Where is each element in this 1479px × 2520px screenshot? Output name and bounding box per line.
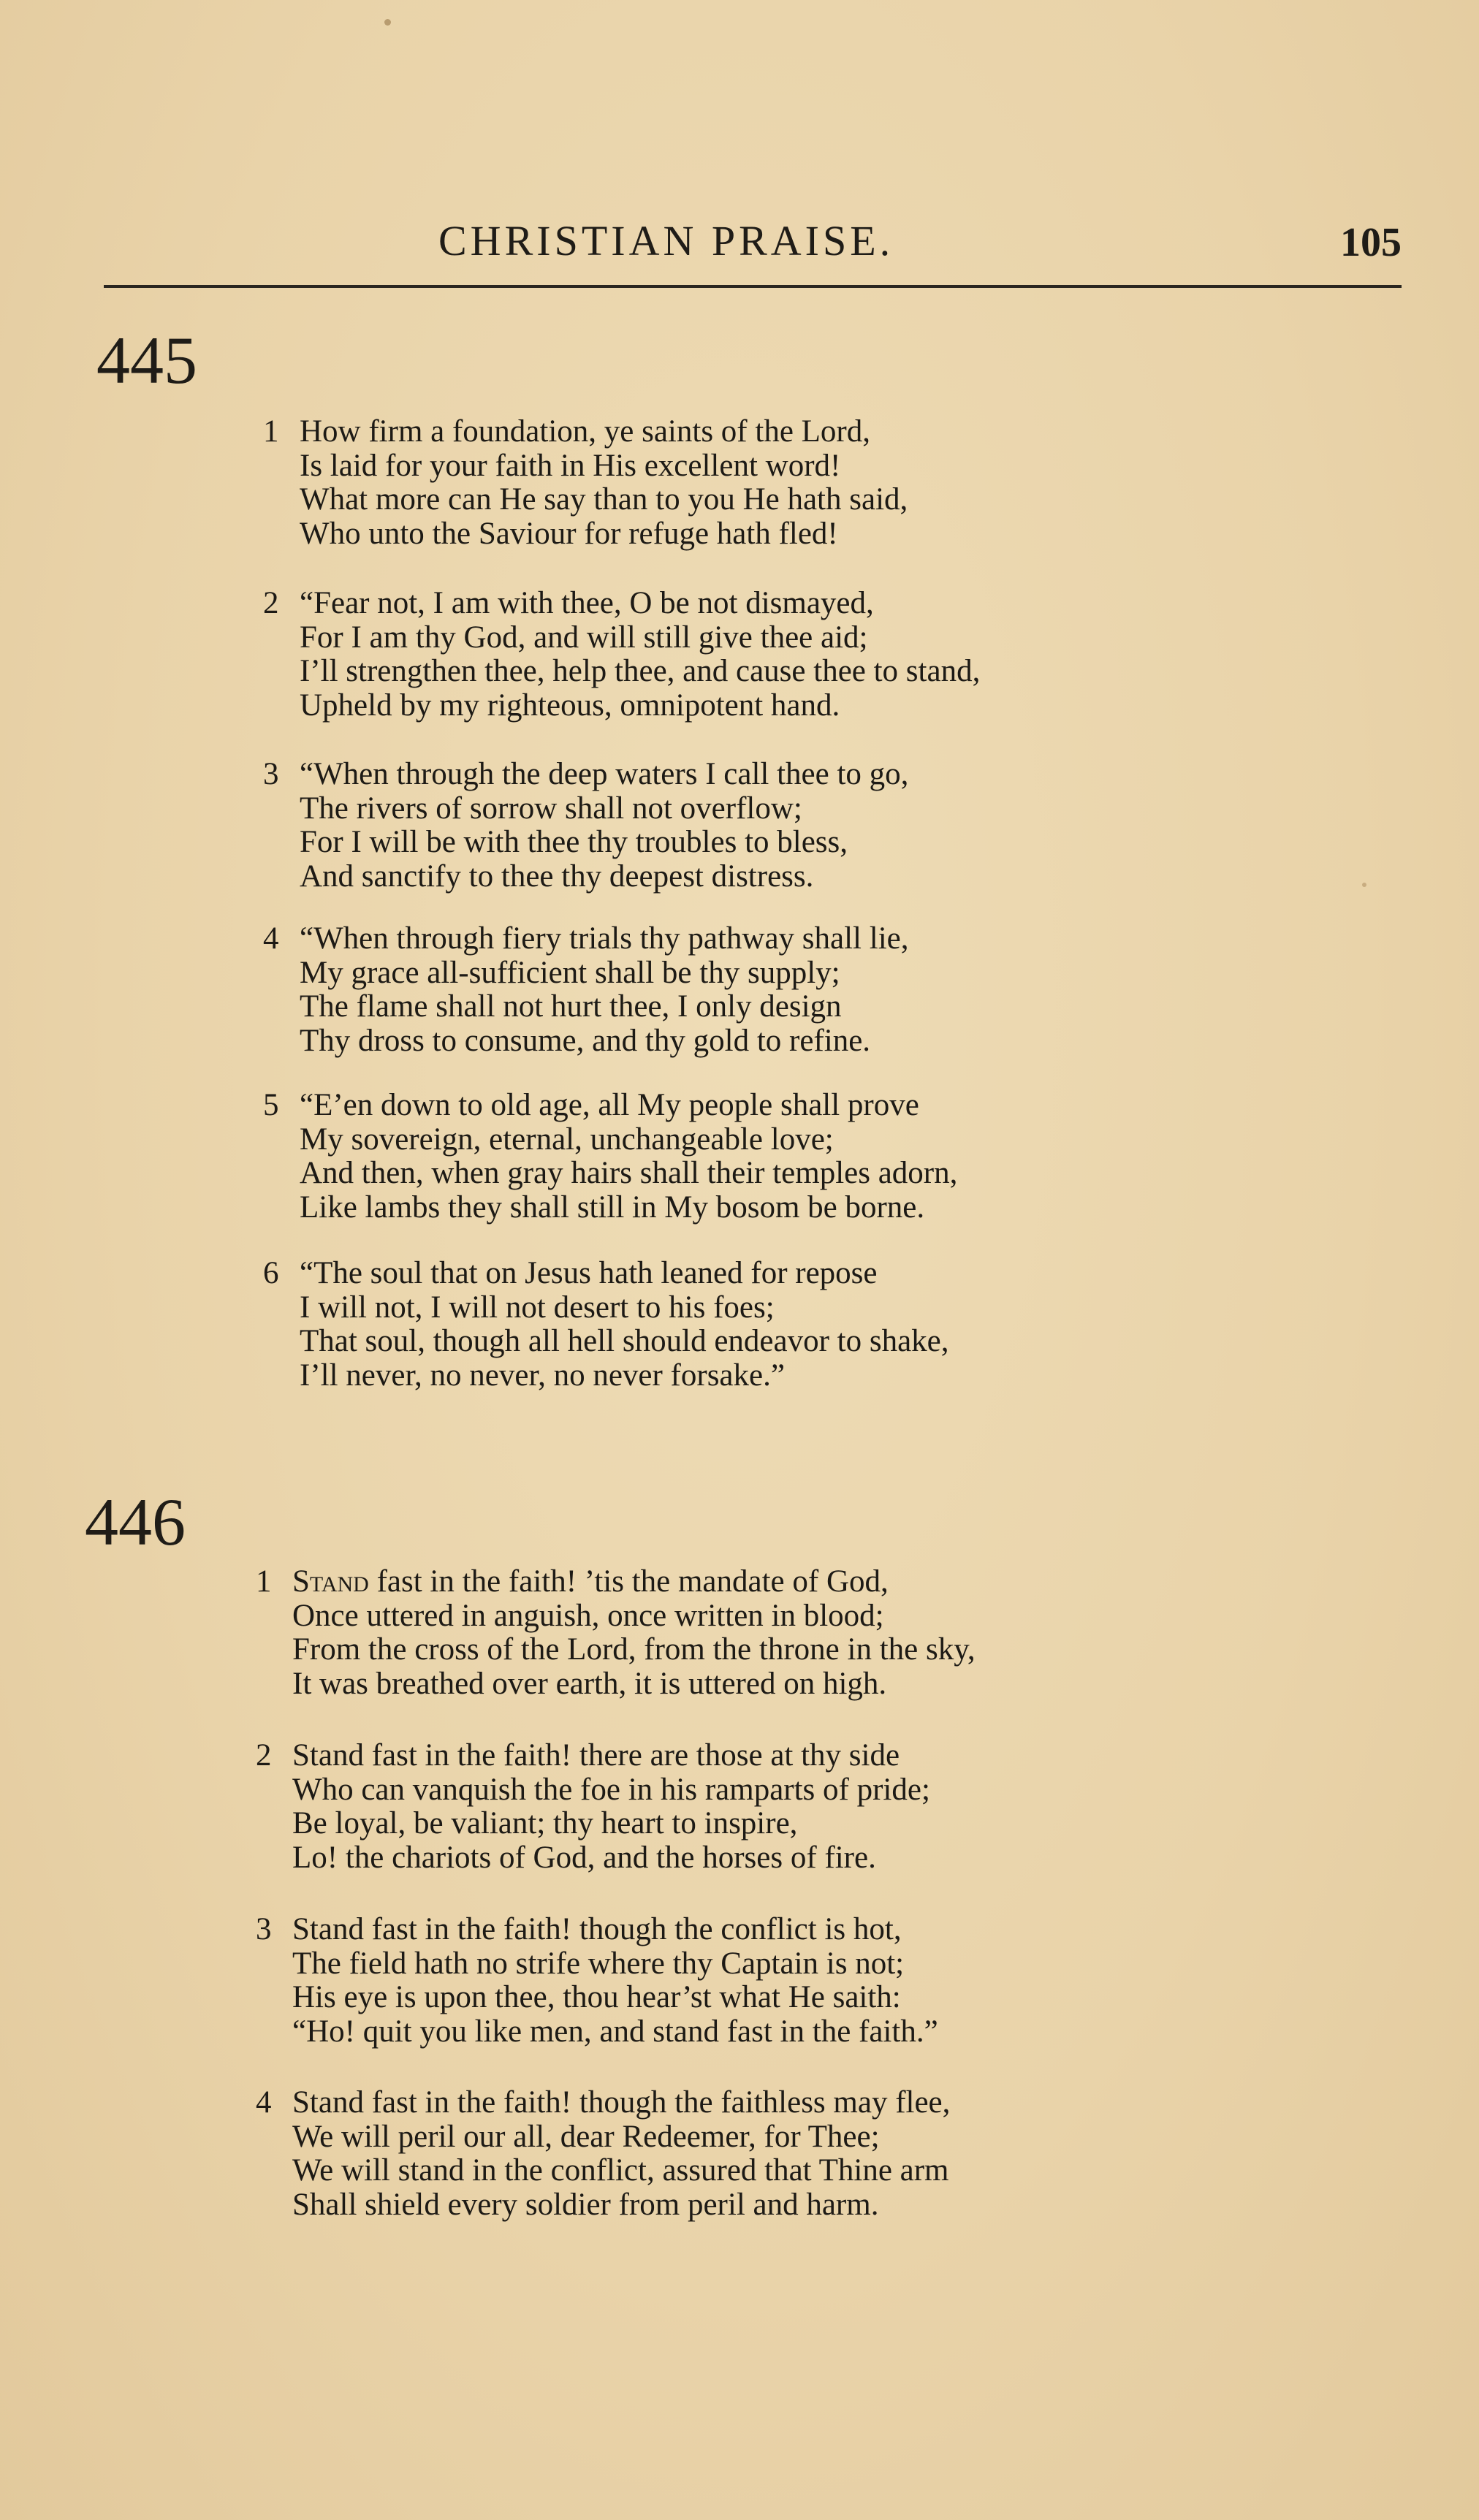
stanza-line — [256, 1565, 976, 1599]
stanza-number: 6 — [263, 1256, 279, 1290]
hymn-445-stanza-2 — [263, 587, 980, 723]
stanza-line: That soul, though all hell should endeavor to shake, — [300, 1324, 949, 1358]
stanza-line-text: Stand fast in the faith! there are those at thy side — [292, 1738, 900, 1773]
stanza-line: Like lambs they shall still in My bosom be borne. — [300, 1189, 925, 1225]
stanza-number: 1 — [263, 414, 279, 449]
hymn-446-stanza-1 — [256, 1565, 976, 1701]
hymn-446-stanza-2 — [256, 1739, 930, 1875]
hymn-445-stanza-3 — [263, 758, 908, 894]
page-number: 105 — [1340, 220, 1402, 265]
stanza-line: What more can He say than to you He hath said, — [300, 482, 908, 517]
stanza-line: Be loyal, be valiant; thy heart to inspire, — [292, 1806, 798, 1840]
paper-speck — [1362, 883, 1366, 887]
stanza-number: 4 — [263, 921, 279, 956]
paper-speck — [384, 19, 391, 26]
stanza-number: 2 — [256, 1738, 272, 1773]
header-rule — [104, 285, 1402, 288]
stanza-line-text: “When through fiery trials thy pathway shall lie, — [300, 921, 909, 956]
stanza-line-text: “E’en down to old age, all My people shall prove — [300, 1088, 919, 1122]
stanza-line: Thy dross to consume, and thy gold to refine. — [300, 1023, 871, 1058]
stanza-number: 1 — [256, 1564, 272, 1599]
stanza-number: 5 — [263, 1088, 279, 1122]
stanza-line-text: “The soul that on Jesus hath leaned for repose — [300, 1256, 878, 1290]
stanza-line: Lo! the chariots of God, and the horses of fire. — [292, 1840, 876, 1875]
stanza-number: 4 — [256, 2085, 272, 2120]
stanza-line: The rivers of sorrow shall not overflow; — [300, 791, 802, 826]
stanza-line: We will stand in the conflict, assured that Thine arm — [292, 2153, 949, 2188]
hymn-number-445: 445 — [96, 323, 197, 397]
stanza-line — [263, 587, 980, 621]
stanza-line — [263, 758, 908, 792]
stanza-number: 2 — [263, 586, 279, 620]
stanza-line — [263, 922, 908, 956]
stanza-line: And then, when gray hairs shall their temples adorn, — [300, 1156, 958, 1190]
stanza-line: For I will be with thee thy troubles to bless, — [300, 825, 848, 859]
stanza-line: Is laid for your faith in His excellent word! — [300, 448, 841, 483]
stanza-line: Once uttered in anguish, once written in blood; — [292, 1598, 884, 1633]
stanza-line — [256, 1913, 938, 1947]
stanza-line: I’ll strengthen thee, help thee, and cause thee to stand, — [300, 654, 981, 688]
stanza-line: My grace all-sufficient shall be thy supply; — [300, 955, 840, 990]
stanza-line — [263, 1257, 949, 1291]
stanza-line-text: Stand fast in the faith! though the faithless may flee, — [292, 2085, 951, 2120]
stanza-line-text: How firm a foundation, ye saints of the Lord, — [300, 414, 870, 449]
stanza-line: The flame shall not hurt thee, I only design — [300, 989, 842, 1024]
stanza-line: Who can vanquish the foe in his ramparts of pride; — [292, 1772, 930, 1807]
stanza-line: Who unto the Saviour for refuge hath fled! — [300, 516, 838, 551]
stanza-line: For I am thy God, and will still give thee aid; — [300, 620, 868, 655]
stanza-line: My sovereign, eternal, unchangeable love; — [300, 1122, 834, 1157]
stanza-number: 3 — [256, 1912, 272, 1946]
hymn-446-stanza-3 — [256, 1913, 938, 2049]
stanza-line — [263, 415, 908, 449]
stanza-first-word: Stand — [292, 1564, 369, 1599]
stanza-line: His eye is upon thee, thou hear’st what He saith: — [292, 1980, 901, 2014]
hymn-445-stanza-5 — [263, 1089, 957, 1225]
stanza-line: I’ll never, no never, no never forsake.” — [300, 1358, 785, 1393]
stanza-line-text: Stand fast in the faith! though the conflict is hot, — [292, 1912, 902, 1946]
hymn-number-446: 446 — [85, 1485, 186, 1559]
stanza-line: Shall shield every soldier from peril and harm. — [292, 2187, 879, 2222]
stanza-line-text: “When through the deep waters I call thee to go, — [300, 757, 909, 791]
stanza-line: Upheld by my righteous, omnipotent hand. — [300, 688, 840, 723]
hymn-446-stanza-4 — [256, 2086, 950, 2222]
stanza-line: I will not, I will not desert to his foes; — [300, 1290, 775, 1325]
stanza-line: “Ho! quit you like men, and stand fast in the faith.” — [292, 2014, 938, 2049]
hymn-445-stanza-4 — [263, 922, 908, 1058]
stanza-line: We will peril our all, dear Redeemer, for Thee; — [292, 2119, 880, 2154]
stanza-line — [256, 2086, 950, 2120]
hymn-445-stanza-6 — [263, 1257, 949, 1393]
running-head-title: CHRISTIAN PRAISE. — [438, 217, 894, 264]
stanza-line: From the cross of the Lord, from the throne in the sky, — [292, 1632, 976, 1667]
stanza-line-text: “Fear not, I am with thee, O be not dismayed, — [300, 586, 874, 620]
stanza-line: It was breathed over earth, it is uttered on high. — [292, 1666, 887, 1701]
stanza-number: 3 — [263, 757, 279, 791]
stanza-line — [263, 1089, 957, 1123]
stanza-line-text: fast in the faith! ’tis the mandate of God, — [368, 1564, 889, 1599]
stanza-line: The field hath no strife where thy Captain is not; — [292, 1946, 905, 1981]
stanza-line — [256, 1739, 930, 1773]
stanza-line: And sanctify to thee thy deepest distress. — [300, 859, 814, 894]
hymn-445-stanza-1 — [263, 415, 908, 551]
